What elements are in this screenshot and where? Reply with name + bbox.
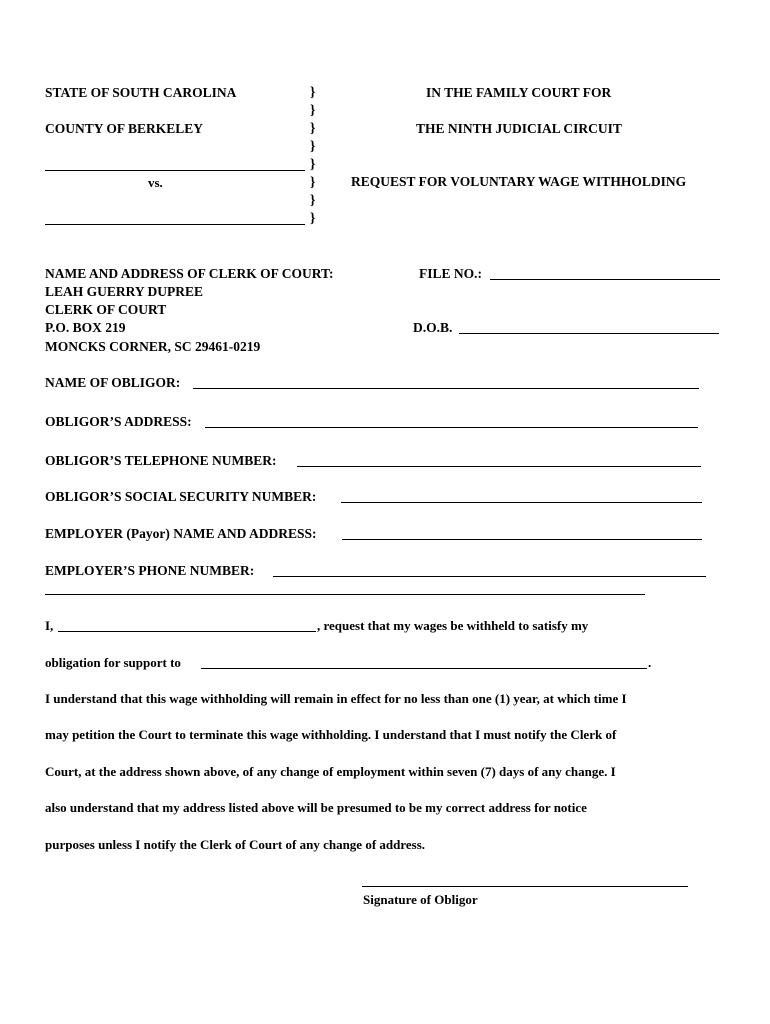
- clerk-name: LEAH GUERRY DUPREE: [45, 284, 204, 299]
- clerk-po-box: P.O. BOX 219: [45, 320, 126, 335]
- obligor-ssn-field[interactable]: [341, 502, 702, 503]
- party-line-2[interactable]: [45, 224, 305, 225]
- caption-brace: }: [310, 138, 316, 153]
- employer-name-field[interactable]: [342, 539, 702, 540]
- employer-name-label: EMPLOYER (Payor) NAME AND ADDRESS:: [45, 526, 317, 541]
- caption-brace: }: [310, 210, 316, 225]
- employer-phone-field[interactable]: [273, 576, 706, 577]
- sentence-period: .: [648, 655, 652, 670]
- document-title: REQUEST FOR VOLUNTARY WAGE WITHHOLDING: [351, 174, 687, 189]
- obligor-self-name-field[interactable]: [58, 631, 316, 632]
- caption-brace: }: [310, 174, 316, 189]
- obligor-address-field[interactable]: [205, 427, 698, 428]
- obligation-label: obligation for support to: [45, 655, 181, 670]
- file-no-field[interactable]: [490, 279, 720, 280]
- caption-brace: }: [310, 120, 316, 135]
- obligor-phone-label: OBLIGOR’S TELEPHONE NUMBER:: [45, 453, 277, 468]
- caption-brace: }: [310, 84, 316, 99]
- request-text: , request that my wages be withheld to satisfy my: [317, 618, 589, 633]
- county-label: COUNTY OF BERKELEY: [45, 121, 204, 136]
- signature-field[interactable]: [362, 886, 688, 887]
- obligor-name-label: NAME OF OBLIGOR:: [45, 375, 181, 390]
- clerk-city: MONCKS CORNER, SC 29461-0219: [45, 339, 261, 354]
- clerk-heading: NAME AND ADDRESS OF CLERK OF COURT:: [45, 266, 334, 281]
- party-line-1[interactable]: [45, 170, 305, 171]
- court-line-1: IN THE FAMILY COURT FOR: [426, 85, 612, 100]
- clerk-title: CLERK OF COURT: [45, 302, 167, 317]
- obligor-name-field[interactable]: [193, 388, 699, 389]
- i-label: I,: [45, 618, 54, 633]
- paragraph-line: purposes unless I notify the Clerk of Court of any change of address.: [45, 837, 426, 852]
- dob-field[interactable]: [459, 333, 719, 334]
- signature-label: Signature of Obligor: [363, 892, 478, 907]
- employer-phone-label: EMPLOYER’S PHONE NUMBER:: [45, 563, 255, 578]
- support-recipient-field[interactable]: [201, 668, 647, 669]
- paragraph-line: I understand that this wage withholding will remain in effect for no less than one (1) year, at which time I: [45, 691, 627, 706]
- obligor-ssn-label: OBLIGOR’S SOCIAL SECURITY NUMBER:: [45, 489, 317, 504]
- obligor-phone-field[interactable]: [297, 466, 701, 467]
- employer-extra-line[interactable]: [45, 594, 645, 595]
- paragraph-line: also understand that my address listed above will be presumed to be my correct address for notice: [45, 800, 587, 815]
- versus-label: vs.: [148, 175, 163, 190]
- caption-brace: }: [310, 156, 316, 171]
- court-line-2: THE NINTH JUDICIAL CIRCUIT: [416, 121, 622, 136]
- state-label: STATE OF SOUTH CAROLINA: [45, 85, 237, 100]
- dob-label: D.O.B.: [413, 320, 453, 335]
- file-no-label: FILE NO.:: [419, 266, 483, 281]
- caption-brace: }: [310, 102, 316, 117]
- obligor-address-label: OBLIGOR’S ADDRESS:: [45, 414, 192, 429]
- caption-brace: }: [310, 192, 316, 207]
- paragraph-line: Court, at the address shown above, of any change of employment within seven (7) days of any change. I: [45, 764, 616, 779]
- paragraph-line: may petition the Court to terminate this wage withholding. I understand that I must notify the Clerk of: [45, 727, 617, 742]
